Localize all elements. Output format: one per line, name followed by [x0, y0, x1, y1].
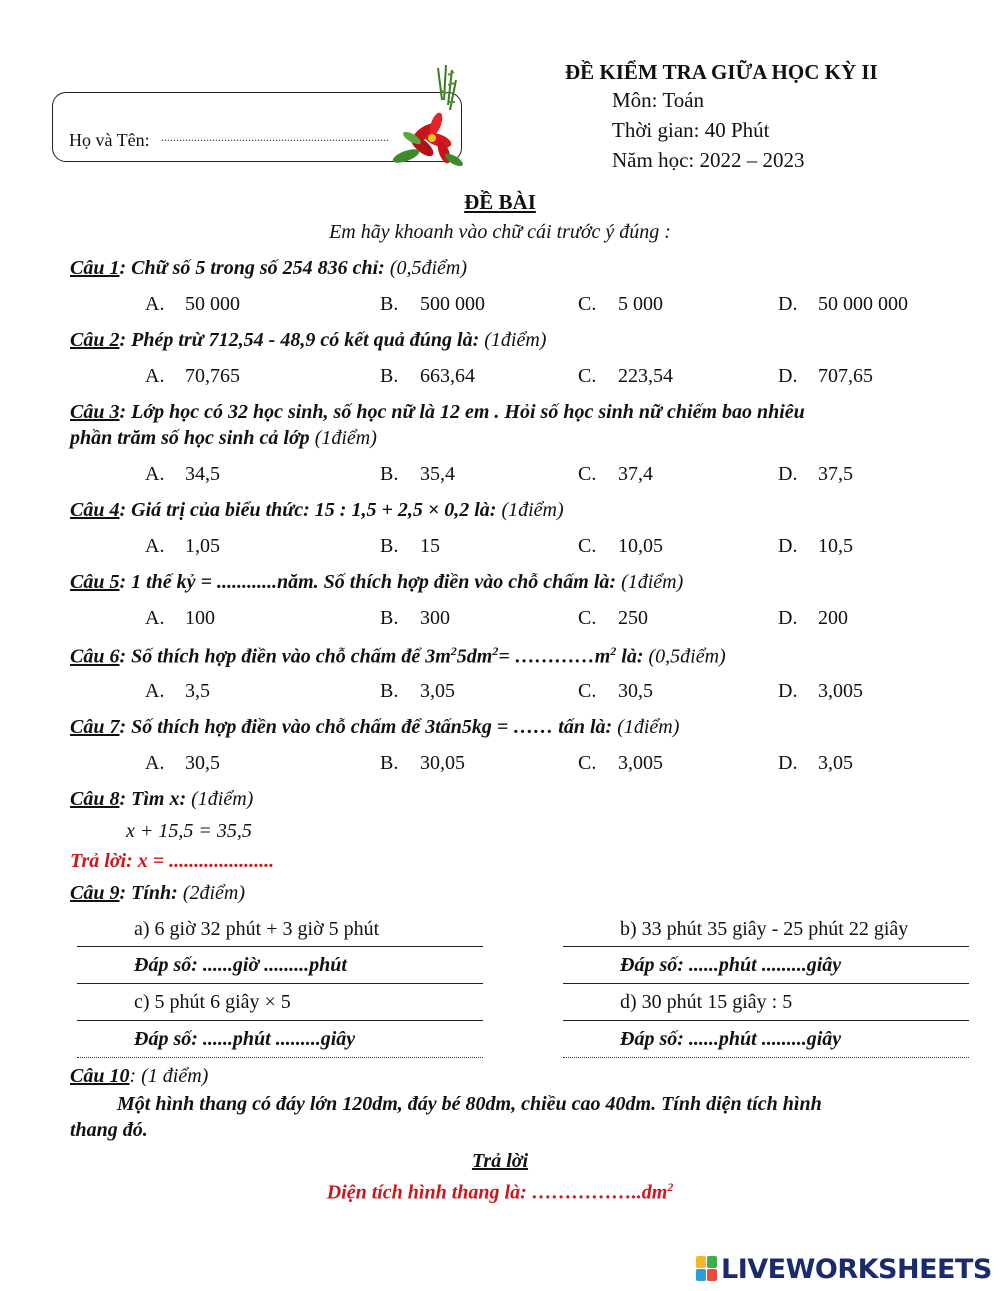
task-9b: b) 33 phút 35 giây - 25 phút 22 giây: [620, 918, 909, 940]
option-1a[interactable]: A. 50 000: [145, 293, 240, 315]
option-6a[interactable]: A. 3,5: [145, 680, 210, 702]
option-4b[interactable]: B. 15: [380, 535, 440, 557]
student-name-field[interactable]: ............................................................................: [161, 130, 389, 144]
option-1c[interactable]: C. 5 000: [578, 293, 663, 315]
question-2: Câu 2: Phép trừ 712,54 - 48,9 có kết quả đúng là: (1điểm): [70, 329, 547, 351]
option-1b[interactable]: B. 500 000: [380, 293, 485, 315]
question-7: Câu 7: Số thích hợp điền vào chỗ chấm để 3tấn5kg = …… tấn là: (1điểm): [70, 716, 680, 738]
option-7d[interactable]: D. 3,05: [778, 752, 853, 774]
question-3-line2: phần trăm số học sinh cả lớp (1điểm): [70, 427, 377, 449]
option-4c[interactable]: C. 10,05: [578, 535, 663, 557]
option-6b[interactable]: B. 3,05: [380, 680, 455, 702]
section-title: ĐỀ BÀI: [464, 190, 536, 214]
equation: x + 15,5 = 35,5: [126, 820, 252, 842]
liveworksheets-logo-text: LIVEWORKSHEETS: [721, 1253, 992, 1285]
option-3b[interactable]: B. 35,4: [380, 463, 455, 485]
option-2d[interactable]: D. 707,65: [778, 365, 873, 387]
option-4a[interactable]: A. 1,05: [145, 535, 220, 557]
exam-subject: Môn: Toán: [612, 88, 705, 112]
answer-9b-field[interactable]: Đáp số: ......phút .........giây: [620, 954, 842, 976]
option-7a[interactable]: A. 30,5: [145, 752, 220, 774]
question-1: Câu 1: Chữ số 5 trong số 254 836 chỉ: (0,5điểm): [70, 257, 468, 279]
option-3c[interactable]: C. 37,4: [578, 463, 653, 485]
option-7b[interactable]: B. 30,05: [380, 752, 465, 774]
question-6: Câu 6: Số thích hợp điền vào chỗ chấm để $3m^25dm^2=$ $\dots\dots\dots\dots m^2$ là: (0,5điểm): [70, 644, 726, 668]
answer-area-field[interactable]: Diện tích hình thang là: $\dots\dots\dots\dots\dots..dm^2$: [326, 1180, 674, 1204]
option-6c[interactable]: C. 30,5: [578, 680, 653, 702]
task-9d: d) 30 phút 15 giây : 5: [620, 991, 793, 1013]
option-2c[interactable]: C. 223,54: [578, 365, 673, 387]
answer-9d-field[interactable]: Đáp số: ......phút .........giây: [620, 1028, 842, 1050]
question-5: Câu 5: 1 thế kỷ = ............năm. Số thích hợp điền vào chỗ chấm là: (1điểm): [70, 571, 684, 593]
task-9a: a) 6 giờ 32 phút + 3 giờ 5 phút: [134, 918, 380, 940]
task-9c: c) 5 phút 6 giây × 5: [134, 991, 291, 1013]
option-7c[interactable]: C. 3,005: [578, 752, 663, 774]
question-10-text-line2: thang đó.: [70, 1119, 148, 1141]
answer-title: Trả lời: [471, 1150, 529, 1172]
answer-9a-field[interactable]: Đáp số: ......giờ .........phút: [134, 954, 347, 976]
question-4: Câu 4: Giá trị của biểu thức: 15 : 1,5 + 2,5 × 0,2 là: (1điểm): [70, 499, 564, 521]
option-4d[interactable]: D. 10,5: [778, 535, 853, 557]
question-10: Câu 10: (1 điểm): [70, 1065, 209, 1087]
option-5a[interactable]: A. 100: [145, 607, 215, 629]
poinsettia-decoration-icon: [386, 60, 466, 170]
student-name-label: Họ và Tên:: [69, 130, 150, 150]
answer-9c-field[interactable]: Đáp số: ......phút .........giây: [134, 1028, 356, 1050]
question-3: Câu 3: Lớp học có 32 học sinh, số học nữ là 12 em . Hỏi số học sinh nữ chiếm bao nhiêu: [70, 401, 805, 423]
option-5b[interactable]: B. 300: [380, 607, 450, 629]
liveworksheets-logo: [696, 1254, 992, 1284]
option-3a[interactable]: A. 34,5: [145, 463, 220, 485]
liveworksheets-logo-icon: [696, 1256, 718, 1282]
exam-year: Năm học: 2022 – 2023: [612, 148, 805, 172]
question-9: Câu 9: Tính: (2điểm): [70, 882, 246, 904]
instruction: Em hãy khoanh vào chữ cái trước ý đúng :: [329, 221, 671, 243]
question-8: Câu 8: Tìm x: (1điểm): [70, 788, 254, 810]
option-1d[interactable]: D. 50 000 000: [778, 293, 908, 315]
question-10-text: Một hình thang có đáy lớn 120dm, đáy bé 80dm, chiều cao 40dm. Tính diện tích hình: [117, 1093, 822, 1115]
option-2b[interactable]: B. 663,64: [380, 365, 475, 387]
option-5d[interactable]: D. 200: [778, 607, 848, 629]
exam-title: ĐỀ KIỂM TRA GIỮA HỌC KỲ II: [565, 60, 878, 84]
option-2a[interactable]: A. 70,765: [145, 365, 240, 387]
exam-time: Thời gian: 40 Phút: [612, 118, 770, 142]
option-3d[interactable]: D. 37,5: [778, 463, 853, 485]
answer-x-field[interactable]: Trả lời: x = .....................: [70, 850, 275, 872]
option-6d[interactable]: D. 3,005: [778, 680, 863, 702]
option-5c[interactable]: C. 250: [578, 607, 648, 629]
